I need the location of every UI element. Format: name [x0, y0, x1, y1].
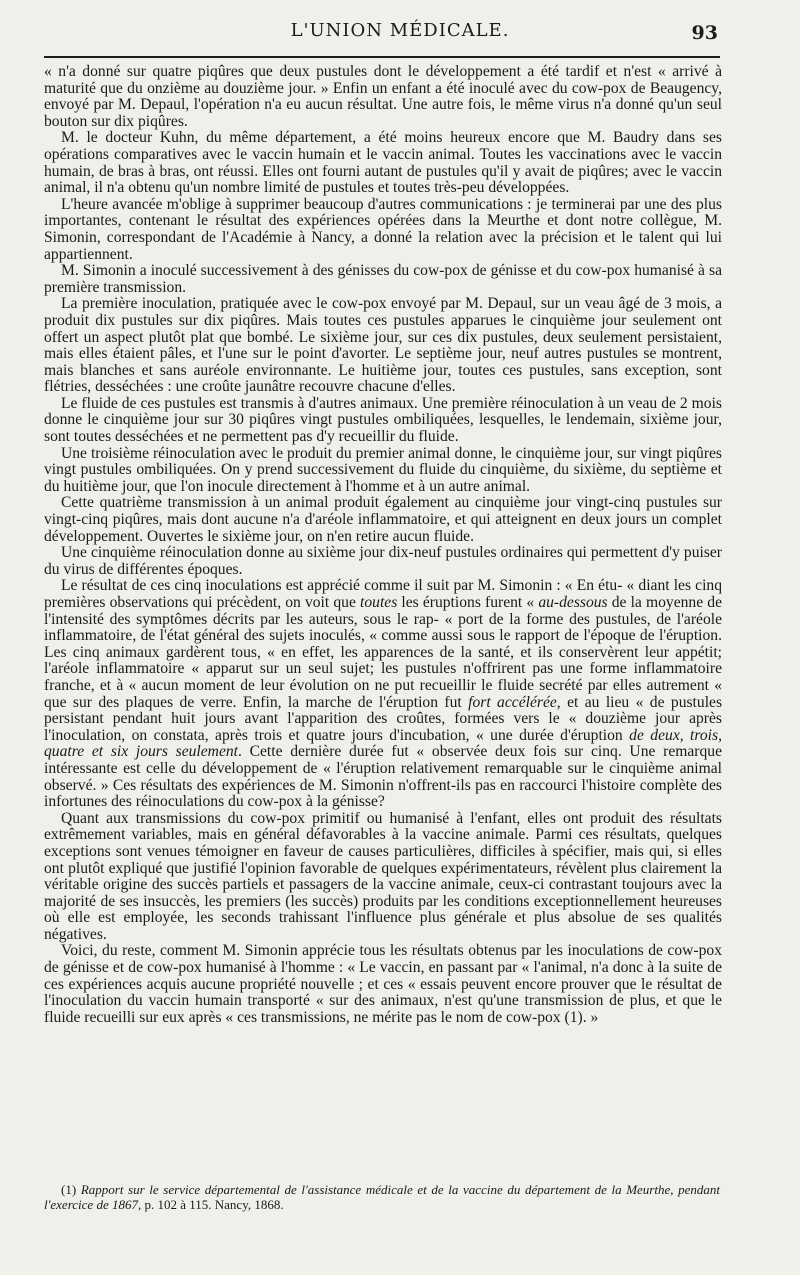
footnote-text: Rapport sur le service départemental de l'assistance médicale et de la vaccine du département de la Meurthe, pendant l'exercice de 1867, [44, 1182, 721, 1212]
paragraph: Le fluide de ces pustules est transmis à d'autres animaux. Une première réinoculation à un veau de 2 mois donne le cinquième jour sur 30 piqûres vingt pustules ombiliquées, lesquelles, le lendemain, sixième jour, sont toutes desséchées et ne permettent pas d'y recueillir du fluide. [44, 394, 722, 446]
paragraph: M. Simonin a inoculé successivement à des génisses du cow-pox de génisse et du cow-pox humanisé à sa première transmission. [44, 262, 722, 296]
paragraph: Cette quatrième transmission à un animal produit également au cinquième jour vingt-cinq pustules sur vingt-cinq piqûres, mais dont aucune n'a d'aréole inflammatoire, et qui atteignent en deux jours un complet développement. Ouvertes le sixième jour, on n'en retire aucun fluide. [44, 494, 722, 545]
quote-text: . Cette dernière durée fut « observée deux fois sur cinq. Une remarque intéressante est celle du développement de « l'éruption relativement remarquable sur le cinquième animal observé. » Ces résultats des expériences de M. Simonin n'offrent-ils pas en raccourci l'histoire complète des infortunes des réinoculations du cow-pox à la génisse? [44, 743, 722, 811]
page-header [0, 20, 800, 50]
quote-text: les éruptions furent « [397, 594, 539, 611]
paragraph: Quant aux transmissions du cow-pox primitif ou humanisé à l'enfant, elles ont produit des résultats extrêmement variables, mais en général défavorables à la vaccine animale. Parmi ces résultats, quelques exceptions sont venues témoigner en faveur de causes particulières, difficiles à spécifier, mais qui, si elles ont plutôt expliqué que justifié l'opinion favorable de quelques expérimentateurs, révèlent plus clairement la véritable origine des succès partiels et passagers de la vaccine animale, ceux-ci contrastant toujours avec la majorité de ses insuccès, les premiers (les succès) produits par les conditions exceptionnellement heureuses où elle est employée, les seconds trahissant l'influence plus générale et plus absolue de ses qualités négatives. [44, 809, 722, 943]
quote-emphasis: au-dessous [538, 594, 608, 611]
paragraph: La première inoculation, pratiquée avec le cow-pox envoyé par M. Depaul, sur un veau âgé de 3 mois, a produit dix pustules sur dix piqûres. Mais toutes ces pustules apparues le cinquième jour seulement ont offert un aspect plutôt plat que bombé. Le sixième jour, sur ces dix pustules, deux seulement persistaient, mais elles étaient pâles, et l'une sur le point d'avorter. Le septième jour, neuf autres pustules se montrent, mais blanches et sans auréole environnante. Le huitième jour, toutes ces pustules, sans exception, sont flétries, desséchées : une croûte jaunâtre recouvre chacune d'elles. [44, 295, 722, 396]
simonin-quote-paragraph [44, 578, 722, 810]
running-title: L'UNION MÉDICALE. [290, 20, 510, 41]
footnote-pages: p. 102 à 115. Nancy, 1868. [144, 1196, 284, 1212]
footnote-marker: (1) [61, 1182, 77, 1197]
quote-text: , et au lieu « de pustules persistant pendant huit jours avant l'apparition des croûtes, formées vers le « douzième jour après l'inoculation, on constata, après trois et quatre jours d'incubation, « une durée d'éruption [44, 693, 723, 744]
paragraph: M. le docteur Kuhn, du même département, a été moins heureux encore que M. Baudry dans ses opérations comparatives avec le vaccin humain et le vaccin animal. Toutes les vaccinations avec le vaccin humain, de bras à bras, ont réussi. Elles ont fourni autant de pustules qu'il y avait de piqûres; avec le vaccin animal, il n'a obtenu qu'un nombre limité de pustules et toutes très-peu développées. [44, 129, 722, 197]
header-rule [44, 56, 720, 58]
quote-emphasis: fort accélérée [468, 693, 557, 711]
quote-emphasis: de deux, trois, quatre et six jours seulement [44, 726, 722, 761]
paragraph: Voici, du reste, comment M. Simonin apprécie tous les résultats obtenus par les inoculations de cow-pox de génisse et de cow-pox humanisé à l'homme : « Le vaccin, en passant par « l'animal, n'a donc à la suite de ces expériences acquis aucune propriété nouvelle ; et ces « essais peuvent encore prouver que le résultat de l'inoculation du vaccin humain transporté « sur des animaux, n'est qu'une transmission de plus, et que le fluide recueilli sur eux après « ces transmissions, ne mérite pas le nom de cow-pox (1). » [44, 942, 722, 1026]
quote-emphasis: toutes [360, 594, 398, 611]
quote-text: Le résultat de ces cinq inoculations est apprécié comme il suit par M. Simonin : « En étu- « diant les cinq premières observations qui précèdent, on voit que [44, 577, 722, 611]
footnote [44, 1183, 720, 1212]
page-number: 93 [691, 22, 718, 44]
article-body [44, 64, 722, 1026]
paragraph: « n'a donné sur quatre piqûres que deux pustules dont le développement a été tardif et n'est « arrivé à maturité que du onzième au douzième jour. » Enfin un enfant a été inoculé avec du cow-pox de Beaugency, envoyé par M. Depaul, l'opération n'a eu aucun résultat. Une autre fois, le même virus n'a donné qu'un seul bouton sur dix piqûres. [44, 63, 722, 130]
paragraph: Une cinquième réinoculation donne au sixième jour dix-neuf pustules ordinaires qui permettent d'y puiser du virus de différentes époques. [44, 544, 722, 578]
paragraph: Une troisième réinoculation avec le produit du premier animal donne, le cinquième jour, sur vingt piqûres vingt pustules ombiliquées. On y prend successivement du fluide du cinquième, du sixième, du septième et du huitième jour, que l'on inocule directement à l'homme et à un autre animal. [44, 444, 722, 495]
paragraph: L'heure avancée m'oblige à supprimer beaucoup d'autres communications : je terminerai par une des plus importantes, contenant le résultat des expériences opérées dans la Meurthe et dont notre collègue, M. Simonin, correspondant de l'Académie à Nancy, a donné la relation avec la précision et le talent qui lui appartiennent. [44, 195, 722, 263]
quote-text: de la moyenne de l'intensité des symptômes décrits par les auteurs, sous le rap- « port de la forme des pustules, de l'aréole inflammatoire, de l'état général des sujets inoculés, « comme aussi sous le rapport de l'époque de l'éruption. Les cinq animaux gardèrent tous, « en effet, les apparences de la santé, et ils conservèrent leur appétit; l'aréole inflammatoire « apparut sur un seul sujet; les pustules n'offrirent pas une forme inflammatoire franche, et à « aucun moment de leur évolution on ne put recueillir le fluide secrété par elles autrement « que sur des plaques de verre. Enfin, la marche de l'éruption fut [44, 594, 722, 711]
